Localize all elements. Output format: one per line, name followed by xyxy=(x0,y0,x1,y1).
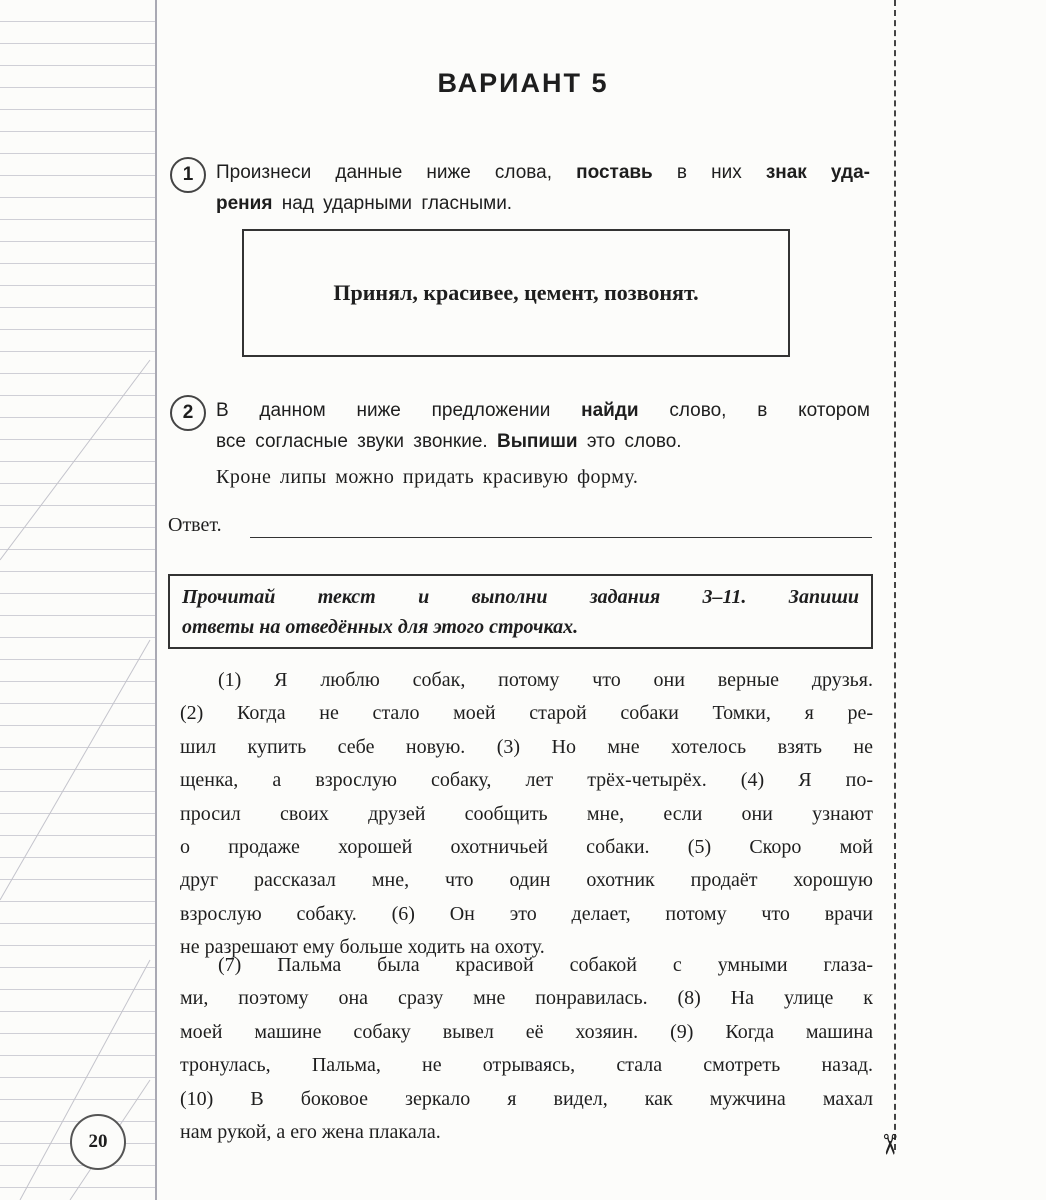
text-line: (1) Я люблю собак, потому что они верные друзья. xyxy=(218,669,873,691)
scissors-icon: ✂ xyxy=(873,1132,907,1157)
bold-run: поставь xyxy=(576,162,653,183)
bold-run: рения xyxy=(216,193,273,214)
answer-field[interactable] xyxy=(250,537,872,538)
instruction-line: Прочитай текст и выполни задания 3–11. Запиши xyxy=(182,586,859,608)
text-line: не разрешают ему больше ходить на охоту. xyxy=(180,936,545,959)
text-run: В данном ниже предложении xyxy=(216,400,582,421)
task-1 xyxy=(170,157,870,219)
page-number: 20 xyxy=(70,1114,126,1170)
task-2-sentence: Кроне липы можно придать красивую форму. xyxy=(216,466,639,488)
margin-divider xyxy=(155,0,157,1200)
lined-margin-strip xyxy=(0,0,156,1200)
text-run: слово, в котором xyxy=(638,400,870,421)
text-line: просил своих друзей сообщить мне, если они узнают xyxy=(180,802,873,825)
bold-run: Выпиши xyxy=(496,431,578,452)
text-line: (10) В боковое зеркало я видел, как мужчина махал xyxy=(180,1087,873,1110)
words-box: Принял, красивее, цемент, позвонят. xyxy=(242,229,790,357)
text-line: ми, поэтому она сразу мне понравилась. (8) На улице к xyxy=(180,987,873,1010)
answer-label: Ответ. xyxy=(168,514,222,536)
text-line: тронулась, Пальма, не отрываясь, стала смотреть назад. xyxy=(180,1054,873,1077)
bold-run: найди xyxy=(581,400,639,421)
text-paragraph-1 xyxy=(180,664,873,965)
text-run: Произнеси данные ниже слова, xyxy=(216,162,577,183)
text-line: шил купить себе новую. (3) Но мне хотелось взять не xyxy=(180,735,873,758)
task-2 xyxy=(170,395,870,457)
text-line: моей машине собаку вывел её хозяин. (9) Когда машина xyxy=(180,1020,873,1043)
text-line: нам рукой, а его жена плакала. xyxy=(180,1121,441,1144)
task-number-badge: 1 xyxy=(170,157,206,193)
margin-decoration xyxy=(0,0,156,1200)
text-run: в них xyxy=(652,162,766,183)
bold-run: знак уда- xyxy=(765,162,870,183)
text-line: о продаже хорошей охотничьей собаки. (5) Скоро мой xyxy=(180,836,873,859)
instruction-box xyxy=(168,574,873,649)
text-line: (2) Когда не стало моей старой собаки Томки, я ре- xyxy=(180,702,873,725)
text-paragraph-2 xyxy=(180,949,873,1149)
text-line: взрослую собаку. (6) Он это делает, потому что врачи xyxy=(180,902,873,925)
instruction-line: ответы на отведённых для этого строчках. xyxy=(182,616,579,638)
text-run: это слово. xyxy=(577,431,682,452)
text-run: все согласные звуки звонкие. xyxy=(216,431,497,452)
task-1-text xyxy=(216,157,870,219)
page-title: ВАРИАНТ 5 xyxy=(437,68,609,98)
task-number-badge: 2 xyxy=(170,395,206,431)
text-line: щенка, а взрослую собаку, лет трёх-четырёх. (4) Я по- xyxy=(180,769,873,792)
text-line: (7) Пальма была красивой собакой с умными глаза- xyxy=(218,954,873,976)
task-2-text xyxy=(216,395,870,457)
text-line: друг рассказал мне, что один охотник продаёт хорошую xyxy=(180,869,873,892)
cut-line xyxy=(894,0,896,1150)
text-run: над ударными гласными. xyxy=(272,193,513,214)
